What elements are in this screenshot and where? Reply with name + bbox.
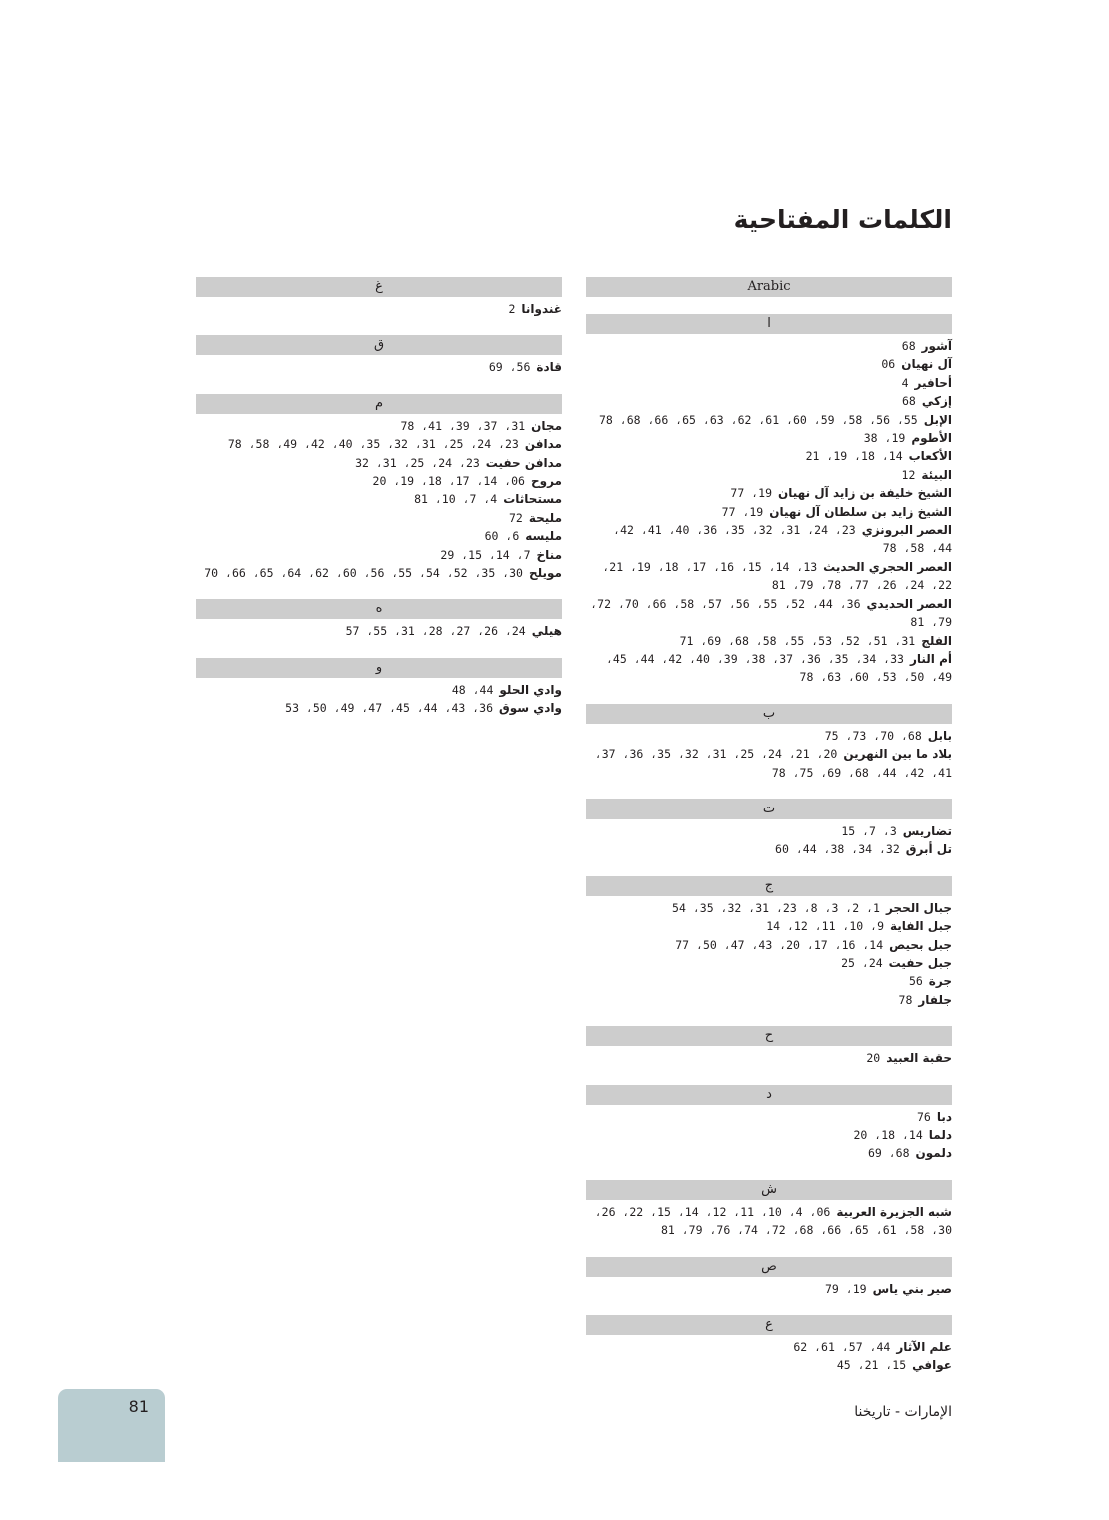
index-entry	[586, 447, 952, 465]
index-term: العصر الحديدي	[866, 596, 952, 611]
index-entry	[586, 840, 952, 858]
index-entry	[196, 564, 562, 582]
index-term: هيلي	[531, 624, 562, 639]
index-term: مروح	[530, 474, 562, 489]
index-term: جبل بحيص	[889, 937, 952, 952]
section-letter-header: ش	[586, 1180, 952, 1200]
index-entry	[196, 622, 562, 640]
index-term: قادة	[536, 360, 562, 375]
index-page-refs: 33، 34، 35، 36، 37، 38، 39، 40، 42، 44، 45، 49، 50، 53، 60، 63، 78	[605, 651, 952, 685]
index-term: عوافي	[912, 1358, 952, 1373]
index-entry	[196, 509, 562, 527]
index-entry	[586, 1338, 952, 1356]
section-letter-header: غ	[196, 277, 562, 297]
index-column-right	[586, 277, 952, 1392]
index-entry	[196, 527, 562, 545]
index-entry	[586, 822, 952, 840]
index-section	[586, 314, 952, 687]
index-entry	[586, 503, 952, 521]
index-page-refs: 68، 70، 73، 75	[824, 728, 922, 743]
index-section	[196, 335, 562, 376]
section-letter-header: ب	[586, 704, 952, 724]
index-term: جبل حفيت	[888, 955, 952, 970]
index-term: مليسه	[525, 529, 562, 544]
index-entry	[586, 374, 952, 392]
index-page-refs: 06	[881, 357, 896, 372]
index-entry	[586, 337, 952, 355]
index-term: الأكعاب	[908, 449, 952, 464]
index-section	[586, 1315, 952, 1375]
index-entry	[586, 595, 952, 632]
index-entry	[196, 681, 562, 699]
index-page-refs: 24، 26، 27، 28، 31، 55، 57	[345, 624, 526, 639]
index-term: حقبة العبيد	[886, 1051, 952, 1066]
index-term: أحافير	[914, 375, 952, 390]
index-page-refs: 44، 57، 61، 62	[793, 1340, 891, 1355]
index-term: أم النار	[909, 651, 952, 666]
index-term: دلما	[928, 1128, 952, 1142]
index-section	[196, 599, 562, 640]
index-term: تضاريس	[902, 823, 952, 838]
section-letter-header: ح	[586, 1026, 952, 1046]
section-letter-header: م	[196, 394, 562, 414]
section-letter-header: و	[196, 658, 562, 678]
index-entry	[586, 1144, 952, 1162]
index-entry	[586, 1049, 952, 1067]
index-page-refs: 68، 69	[867, 1146, 910, 1161]
index-entry	[586, 899, 952, 917]
index-term: تل أبرق	[905, 842, 952, 857]
index-entry	[586, 1356, 952, 1374]
index-page-refs: 4، 7، 10، 81	[414, 492, 498, 507]
index-term: علم الآثار	[896, 1340, 952, 1355]
section-letter-header: د	[586, 1085, 952, 1105]
index-entry	[586, 466, 952, 484]
index-page-refs: 72	[508, 510, 523, 525]
index-entry	[196, 358, 562, 376]
index-section	[586, 1180, 952, 1240]
index-page-refs: 56، 69	[488, 360, 531, 375]
index-section	[586, 1257, 952, 1298]
index-page-refs: 19، 77	[721, 504, 764, 519]
index-term: مستحاثات	[503, 492, 562, 507]
index-page-refs: 36، 43، 44، 45، 47، 49، 50، 53	[285, 701, 494, 716]
page-title: الكلمات المفتاحية	[733, 205, 952, 234]
page-number-tab	[58, 1389, 165, 1462]
section-letter-header: ج	[586, 876, 952, 896]
index-entry	[586, 1126, 952, 1144]
index-section	[586, 876, 952, 1009]
index-entry	[196, 435, 562, 453]
index-page-refs: 13، 14، 15، 16، 17، 18، 19، 21، 22، 24، 26، 77، 78، 79، 81	[602, 559, 952, 593]
index-entry	[586, 632, 952, 650]
index-page-refs: 19، 79	[824, 1281, 867, 1296]
index-entry	[196, 490, 562, 508]
index-term: العصر الحجري الحديث	[823, 559, 952, 574]
index-term: الفلج	[921, 633, 952, 648]
index-entry	[586, 1203, 952, 1240]
index-entry	[196, 699, 562, 717]
index-term: بابل	[927, 728, 952, 743]
index-section	[586, 277, 952, 297]
index-term: الشيخ زايد بن سلطان آل نهيان	[769, 504, 952, 519]
index-entry	[196, 472, 562, 490]
index-term: العصر البرونزي	[861, 523, 952, 538]
index-section	[196, 658, 562, 718]
index-term: آل نهيان	[901, 357, 952, 372]
index-page-refs: 36، 44، 52، 55، 56، 57، 58، 66، 70، 72، 79، 81	[590, 596, 952, 630]
index-entry	[586, 1108, 952, 1126]
index-page-refs: 44، 48	[451, 682, 494, 697]
index-term: دلمون	[915, 1146, 952, 1161]
section-letter-header: ت	[586, 799, 952, 819]
index-page-refs: 6، 60	[484, 529, 520, 544]
index-term: مويلح	[528, 566, 562, 581]
index-page-refs: 14، 18، 19، 21	[805, 449, 903, 464]
index-term: جلفار	[918, 992, 952, 1007]
index-entry	[586, 991, 952, 1009]
index-page-refs: 23، 24، 25، 31، 32، 35، 40، 42، 49، 58، 78	[227, 437, 519, 452]
index-entry	[586, 936, 952, 954]
section-letter-header: ق	[196, 335, 562, 355]
index-entry	[586, 917, 952, 935]
index-term: مليحة	[528, 510, 562, 525]
index-entry	[586, 727, 952, 745]
index-page-refs: 4	[901, 375, 909, 390]
index-entry	[586, 745, 952, 782]
index-entry	[586, 355, 952, 373]
index-page-refs: 68	[901, 339, 916, 353]
index-page-refs: 3، 7، 15	[841, 823, 897, 838]
section-letter-header: ا	[586, 314, 952, 334]
index-page-refs: 14، 16، 17، 20، 43، 47، 50، 77	[675, 937, 884, 952]
index-entry	[586, 392, 952, 410]
index-page-refs: 56	[908, 974, 923, 989]
index-page-refs: 06، 4، 10، 11، 12، 14، 15، 22، 26، 30، 58، 61، 65، 66، 68، 72، 74، 76، 79، 81	[594, 1204, 952, 1238]
index-term: البيئة	[921, 467, 952, 482]
index-page-refs: 20	[866, 1051, 881, 1066]
index-entry	[196, 417, 562, 435]
index-term: الشيخ خليفة بن زايد آل نهيان	[778, 486, 952, 501]
index-term: شبه الجزيرة العربية	[836, 1204, 952, 1219]
index-section	[586, 704, 952, 782]
index-entry	[196, 546, 562, 564]
section-letter-header: ه	[196, 599, 562, 619]
index-page-refs: 20، 21، 24، 25، 31، 32، 35، 36، 37، 41، 42، 44، 68، 69، 75، 78	[594, 747, 952, 780]
index-page-refs: 30، 35، 52، 54، 55، 56، 60، 62، 64، 65، 66، 70	[204, 566, 523, 581]
index-term: إزكي	[921, 394, 952, 409]
index-page-refs: 76	[916, 1109, 931, 1124]
index-entry	[196, 454, 562, 472]
index-term: دبا	[936, 1109, 952, 1124]
index-page-refs: 68	[902, 394, 916, 409]
index-entry	[586, 484, 952, 502]
index-page-refs: 78	[898, 992, 913, 1007]
index-term: وادي الحلو	[499, 682, 562, 697]
index-page-refs: 2	[508, 302, 516, 316]
index-page-refs: 06، 14، 17، 18، 19، 20	[372, 474, 525, 489]
index-page-refs: 24، 25	[841, 955, 883, 970]
index-page-refs: 31، 37، 39، 41، 78	[400, 418, 526, 433]
index-page-refs: 19، 38	[863, 431, 906, 446]
index-term: الإبل	[923, 412, 952, 427]
index-entry	[586, 1280, 952, 1298]
index-section	[586, 1085, 952, 1163]
index-entry	[586, 411, 952, 429]
index-page-refs: 19، 77	[730, 486, 772, 501]
index-entry	[586, 558, 952, 595]
index-term: صير بني ياس	[872, 1281, 952, 1296]
index-section	[586, 1026, 952, 1067]
index-term: مجان	[531, 418, 562, 433]
index-term: مدافن	[524, 437, 562, 452]
index-page-refs: 32، 34، 38، 44، 60	[775, 842, 900, 857]
index-section	[196, 277, 562, 318]
index-term: غندوانا	[521, 302, 562, 316]
index-term: آشور	[921, 339, 952, 353]
index-page-refs: 55، 56، 58، 59، 60، 61، 62، 63، 65، 66، 68، 78	[598, 412, 918, 427]
index-term: مدافن حفيت	[485, 455, 562, 470]
index-entry	[586, 521, 952, 558]
index-page-refs: 7، 14، 15، 29	[440, 547, 531, 562]
index-page-refs: 9، 10، 11، 12، 14	[766, 919, 885, 934]
section-letter-header: ع	[586, 1315, 952, 1335]
index-entry	[586, 972, 952, 990]
index-section	[586, 799, 952, 859]
index-page-refs: 14، 18، 20	[853, 1128, 923, 1142]
index-entry	[586, 650, 952, 687]
section-letter-header: Arabic	[586, 277, 952, 297]
footer-book-title: الإمارات - تاريخنا	[854, 1404, 952, 1420]
index-page-refs: 12	[901, 467, 916, 482]
page-number: 81	[128, 1397, 149, 1416]
index-entry	[586, 429, 952, 447]
index-page-refs: 31، 51، 52، 53، 55، 58، 68، 69، 71	[679, 633, 916, 648]
index-term: وادي سوق	[499, 701, 562, 716]
index-term: جبل الفاية	[890, 919, 952, 934]
index-term: جبال الحجر	[885, 900, 952, 915]
index-page-refs: 23، 24، 31، 32، 35، 36، 40، 41، 42، 44، 58، 78	[613, 523, 952, 556]
index-entry	[196, 300, 562, 318]
index-term: الأطوم	[911, 431, 952, 446]
index-entry	[586, 954, 952, 972]
index-term: جرة	[928, 974, 952, 989]
index-term: بلاد ما بين النهرين	[843, 747, 952, 762]
index-section	[196, 394, 562, 583]
index-page-refs: 15، 21، 45	[836, 1358, 907, 1373]
index-page-refs: 23، 24، 25، 31، 32	[355, 455, 480, 470]
index-page-refs: 1، 2، 3، 8، 23، 31، 32، 35، 54	[672, 900, 880, 915]
index-term: مناخ	[536, 547, 562, 562]
section-letter-header: ص	[586, 1257, 952, 1277]
index-column-left	[196, 277, 562, 735]
